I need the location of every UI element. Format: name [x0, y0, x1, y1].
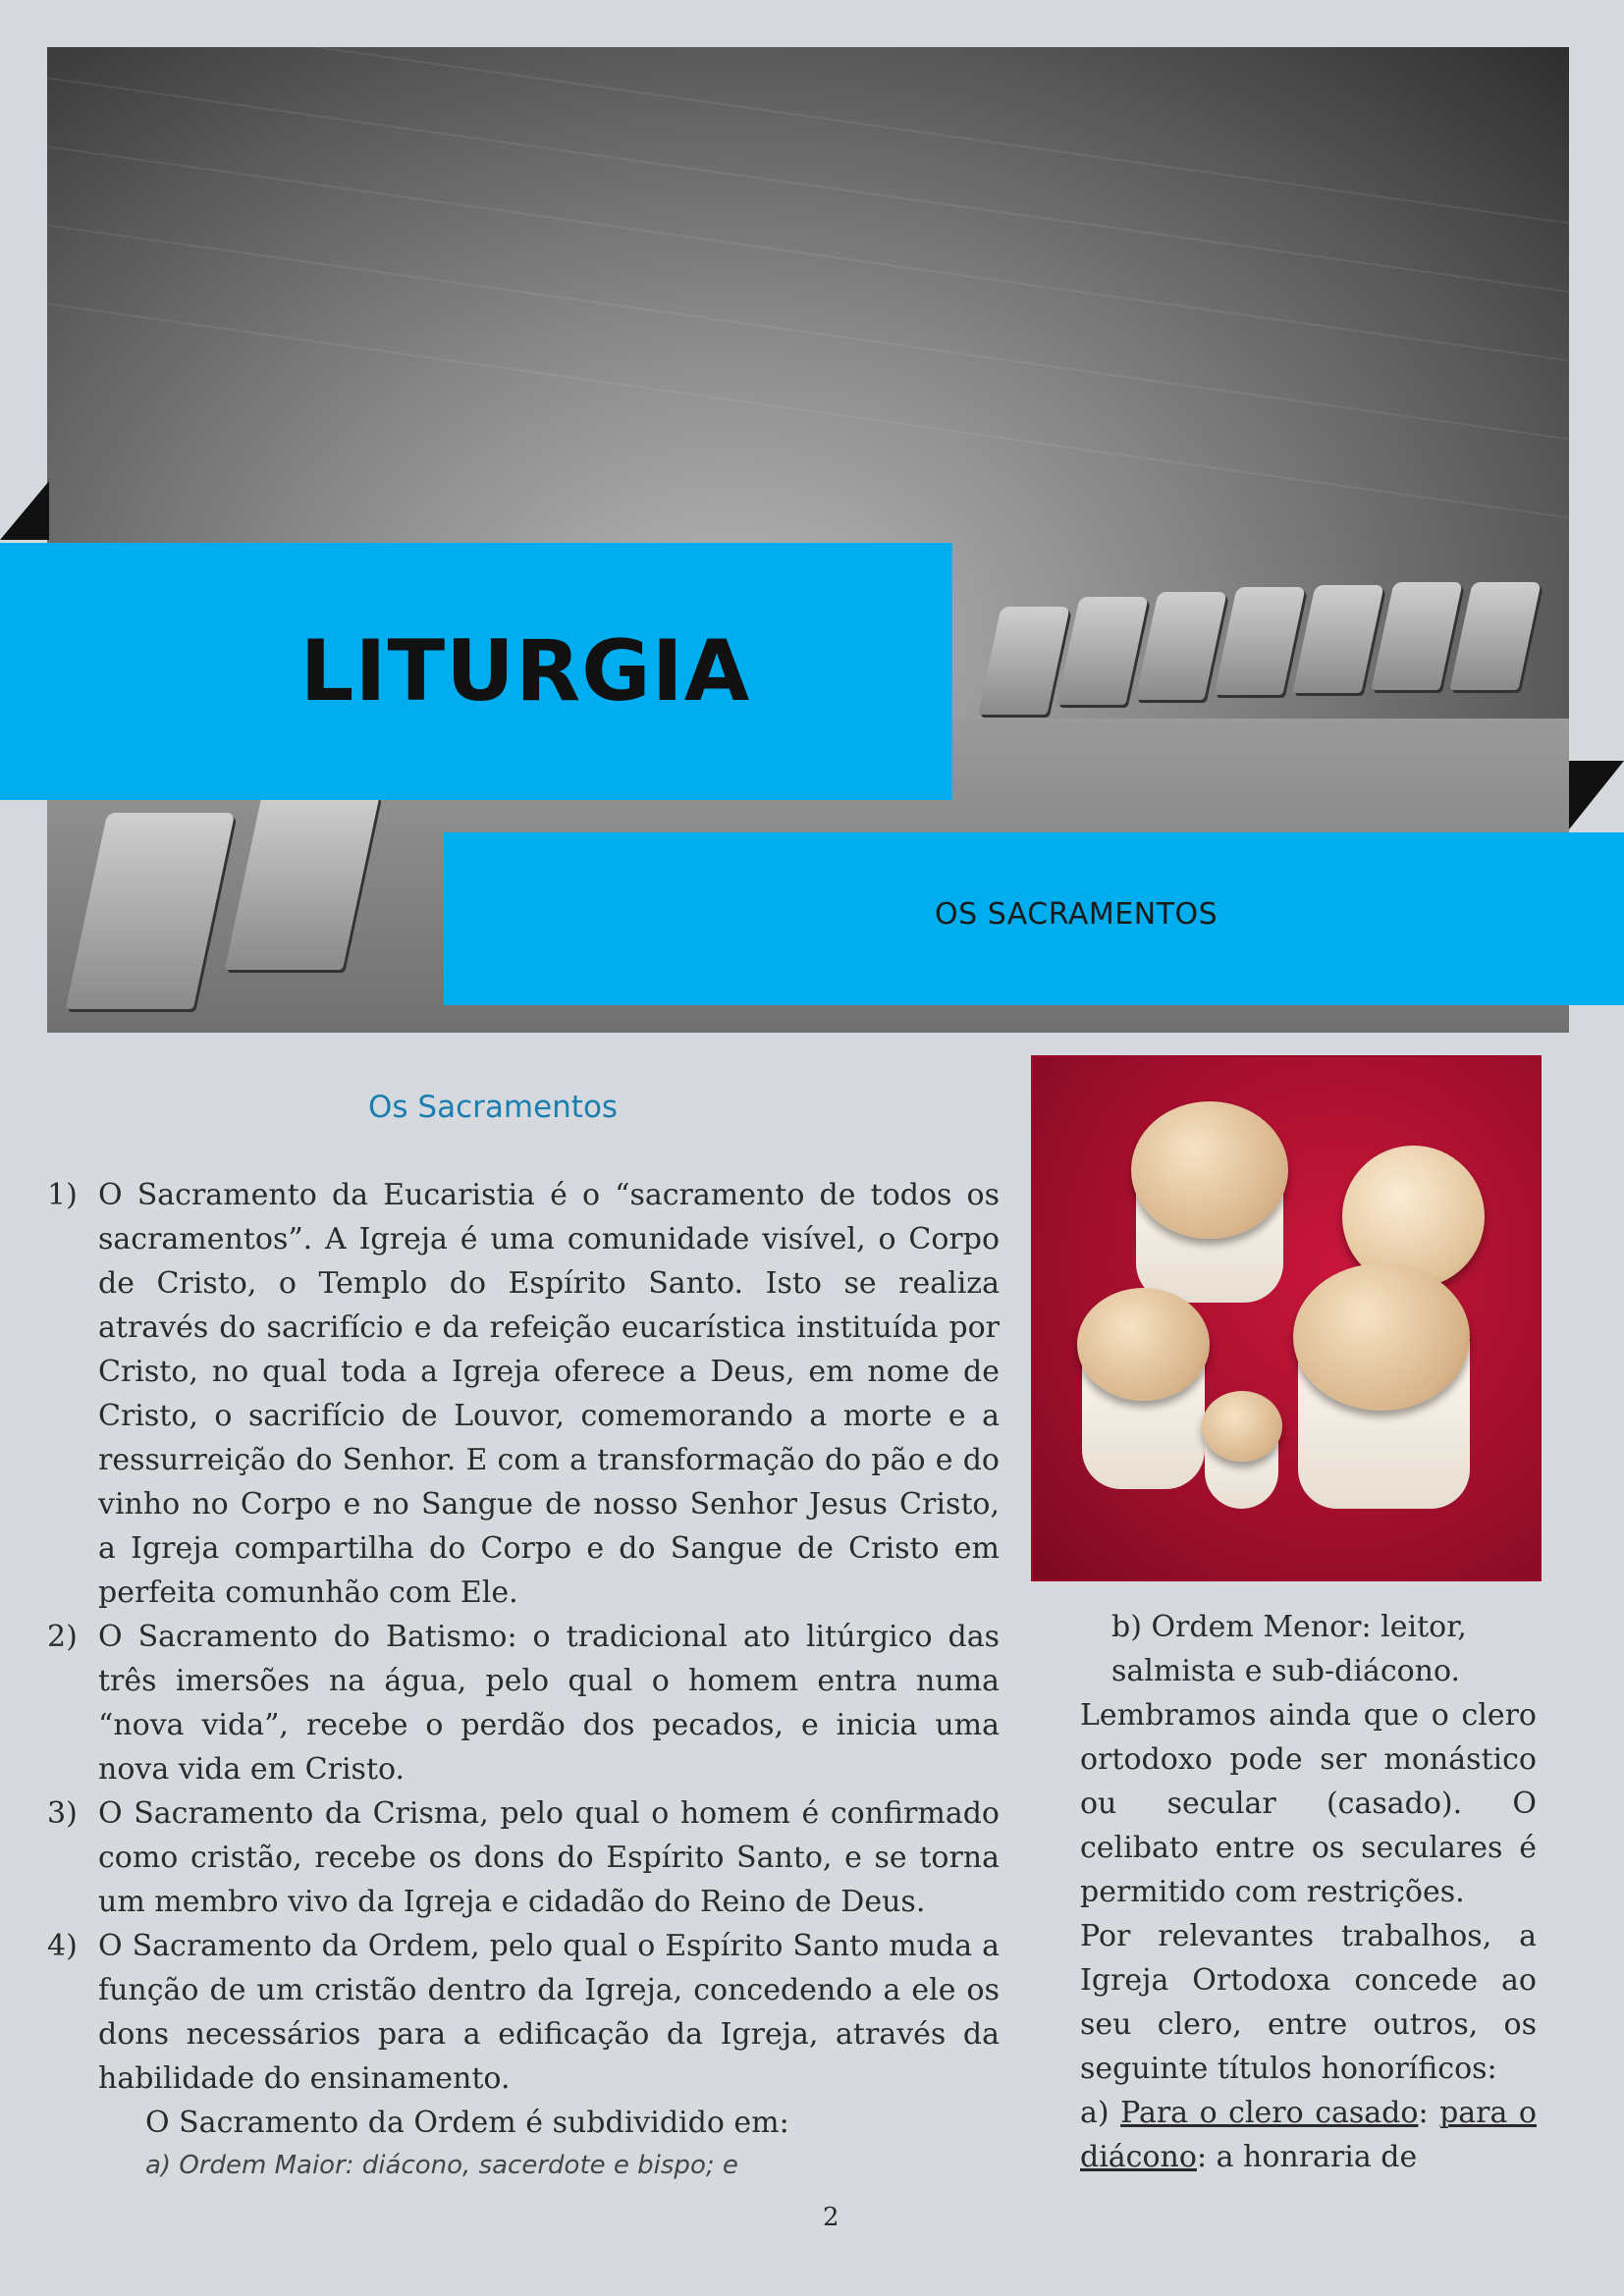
item-prefix: a) [1080, 2096, 1121, 2130]
diacono-label: para o diácono [1080, 2096, 1537, 2174]
titulos-paragraph: Por relevantes trabalhos, a Igreja Ortodoxa concede ao seu clero, entre outros, os seguinte títulos honoríficos: [1080, 1919, 1537, 2086]
corner-triangle-left [0, 481, 49, 540]
list-number: 2) [47, 1620, 78, 1654]
page-title: LITURGIA [299, 622, 751, 721]
prosphora-photo [1031, 1055, 1542, 1581]
clero-casado-paragraph [1080, 2091, 1537, 2179]
list-item [47, 1173, 1000, 1615]
list-number: 3) [47, 1796, 78, 1831]
subdivision-intro: O Sacramento da Ordem é subdividido em: [145, 2106, 789, 2140]
sacraments-list [47, 1173, 1000, 2186]
page-number: 2 [823, 2203, 839, 2232]
ordem-menor-line-1: b) Ordem Menor: leitor, [1111, 1610, 1467, 1644]
list-text: O Sacramento do Batismo: o tradicional ato litúrgico das três imersões na água, pelo qual o homem entra numa “nova vida”, recebe o perdão dos pecados, e inicia uma nova vida em Cristo. [98, 1620, 1000, 1787]
right-column [1080, 1605, 1537, 2179]
page-subtitle: OS SACRAMENTOS [935, 897, 1218, 932]
separator: : [1418, 2096, 1440, 2130]
list-item [47, 1791, 1000, 1924]
list-number: 1) [47, 1178, 78, 1212]
subtitle-banner [444, 832, 1624, 1005]
section-heading: Os Sacramentos [368, 1090, 619, 1125]
title-banner [0, 543, 952, 800]
list-text: O Sacramento da Eucaristia é o “sacramento de todos os sacramentos”. A Igreja é uma comunidade visível, o Corpo de Cristo, o Templo do Espírito Santo. Isto se realiza através do sacrifício e da refeição eucarística instituída por Cristo, no qual toda a Igreja oferece a Deus, em nome de Cristo, o sacrifício de Louvor, comemorando a morte e a ressurreição do Senhor. E com a transformação do pão e do vinho no Corpo e no Sangue de nosso Senhor Jesus Cristo, a Igreja compartilha do Corpo e do Sangue de Cristo em perfeita comunhão com Ele. [98, 1178, 1000, 1610]
list-item [47, 1615, 1000, 1791]
list-number: 4) [47, 1929, 78, 1963]
celibato-paragraph: Lembramos ainda que o clero ortodoxo pode ser monástico ou secular (casado). O celibato entre os seculares é permitido com restrições. [1080, 1698, 1537, 1909]
honraria-text: : a honraria de [1196, 2140, 1418, 2174]
list-text: O Sacramento da Crisma, pelo qual o homem é confirmado como cristão, recebe os dons do Espírito Santo, e se torna um membro vivo da Igreja e cidadão do Reino de Deus. [98, 1796, 1000, 1919]
corner-triangle-right [1569, 761, 1624, 829]
ordem-menor-line-2: salmista e sub-diácono. [1111, 1654, 1461, 1688]
list-item [47, 1924, 1000, 2101]
subdivision-a: a) Ordem Maior: diácono, sacerdote e bispo; e [145, 2151, 738, 2180]
list-text: O Sacramento da Ordem, pelo qual o Espírito Santo muda a função de um cristão dentro da Igreja, concedendo a ele os dons necessários para a edificação da Igreja, através da habilidade do ensinamento. [98, 1929, 1000, 2096]
clero-casado-label: Para o clero casado [1120, 2096, 1419, 2130]
